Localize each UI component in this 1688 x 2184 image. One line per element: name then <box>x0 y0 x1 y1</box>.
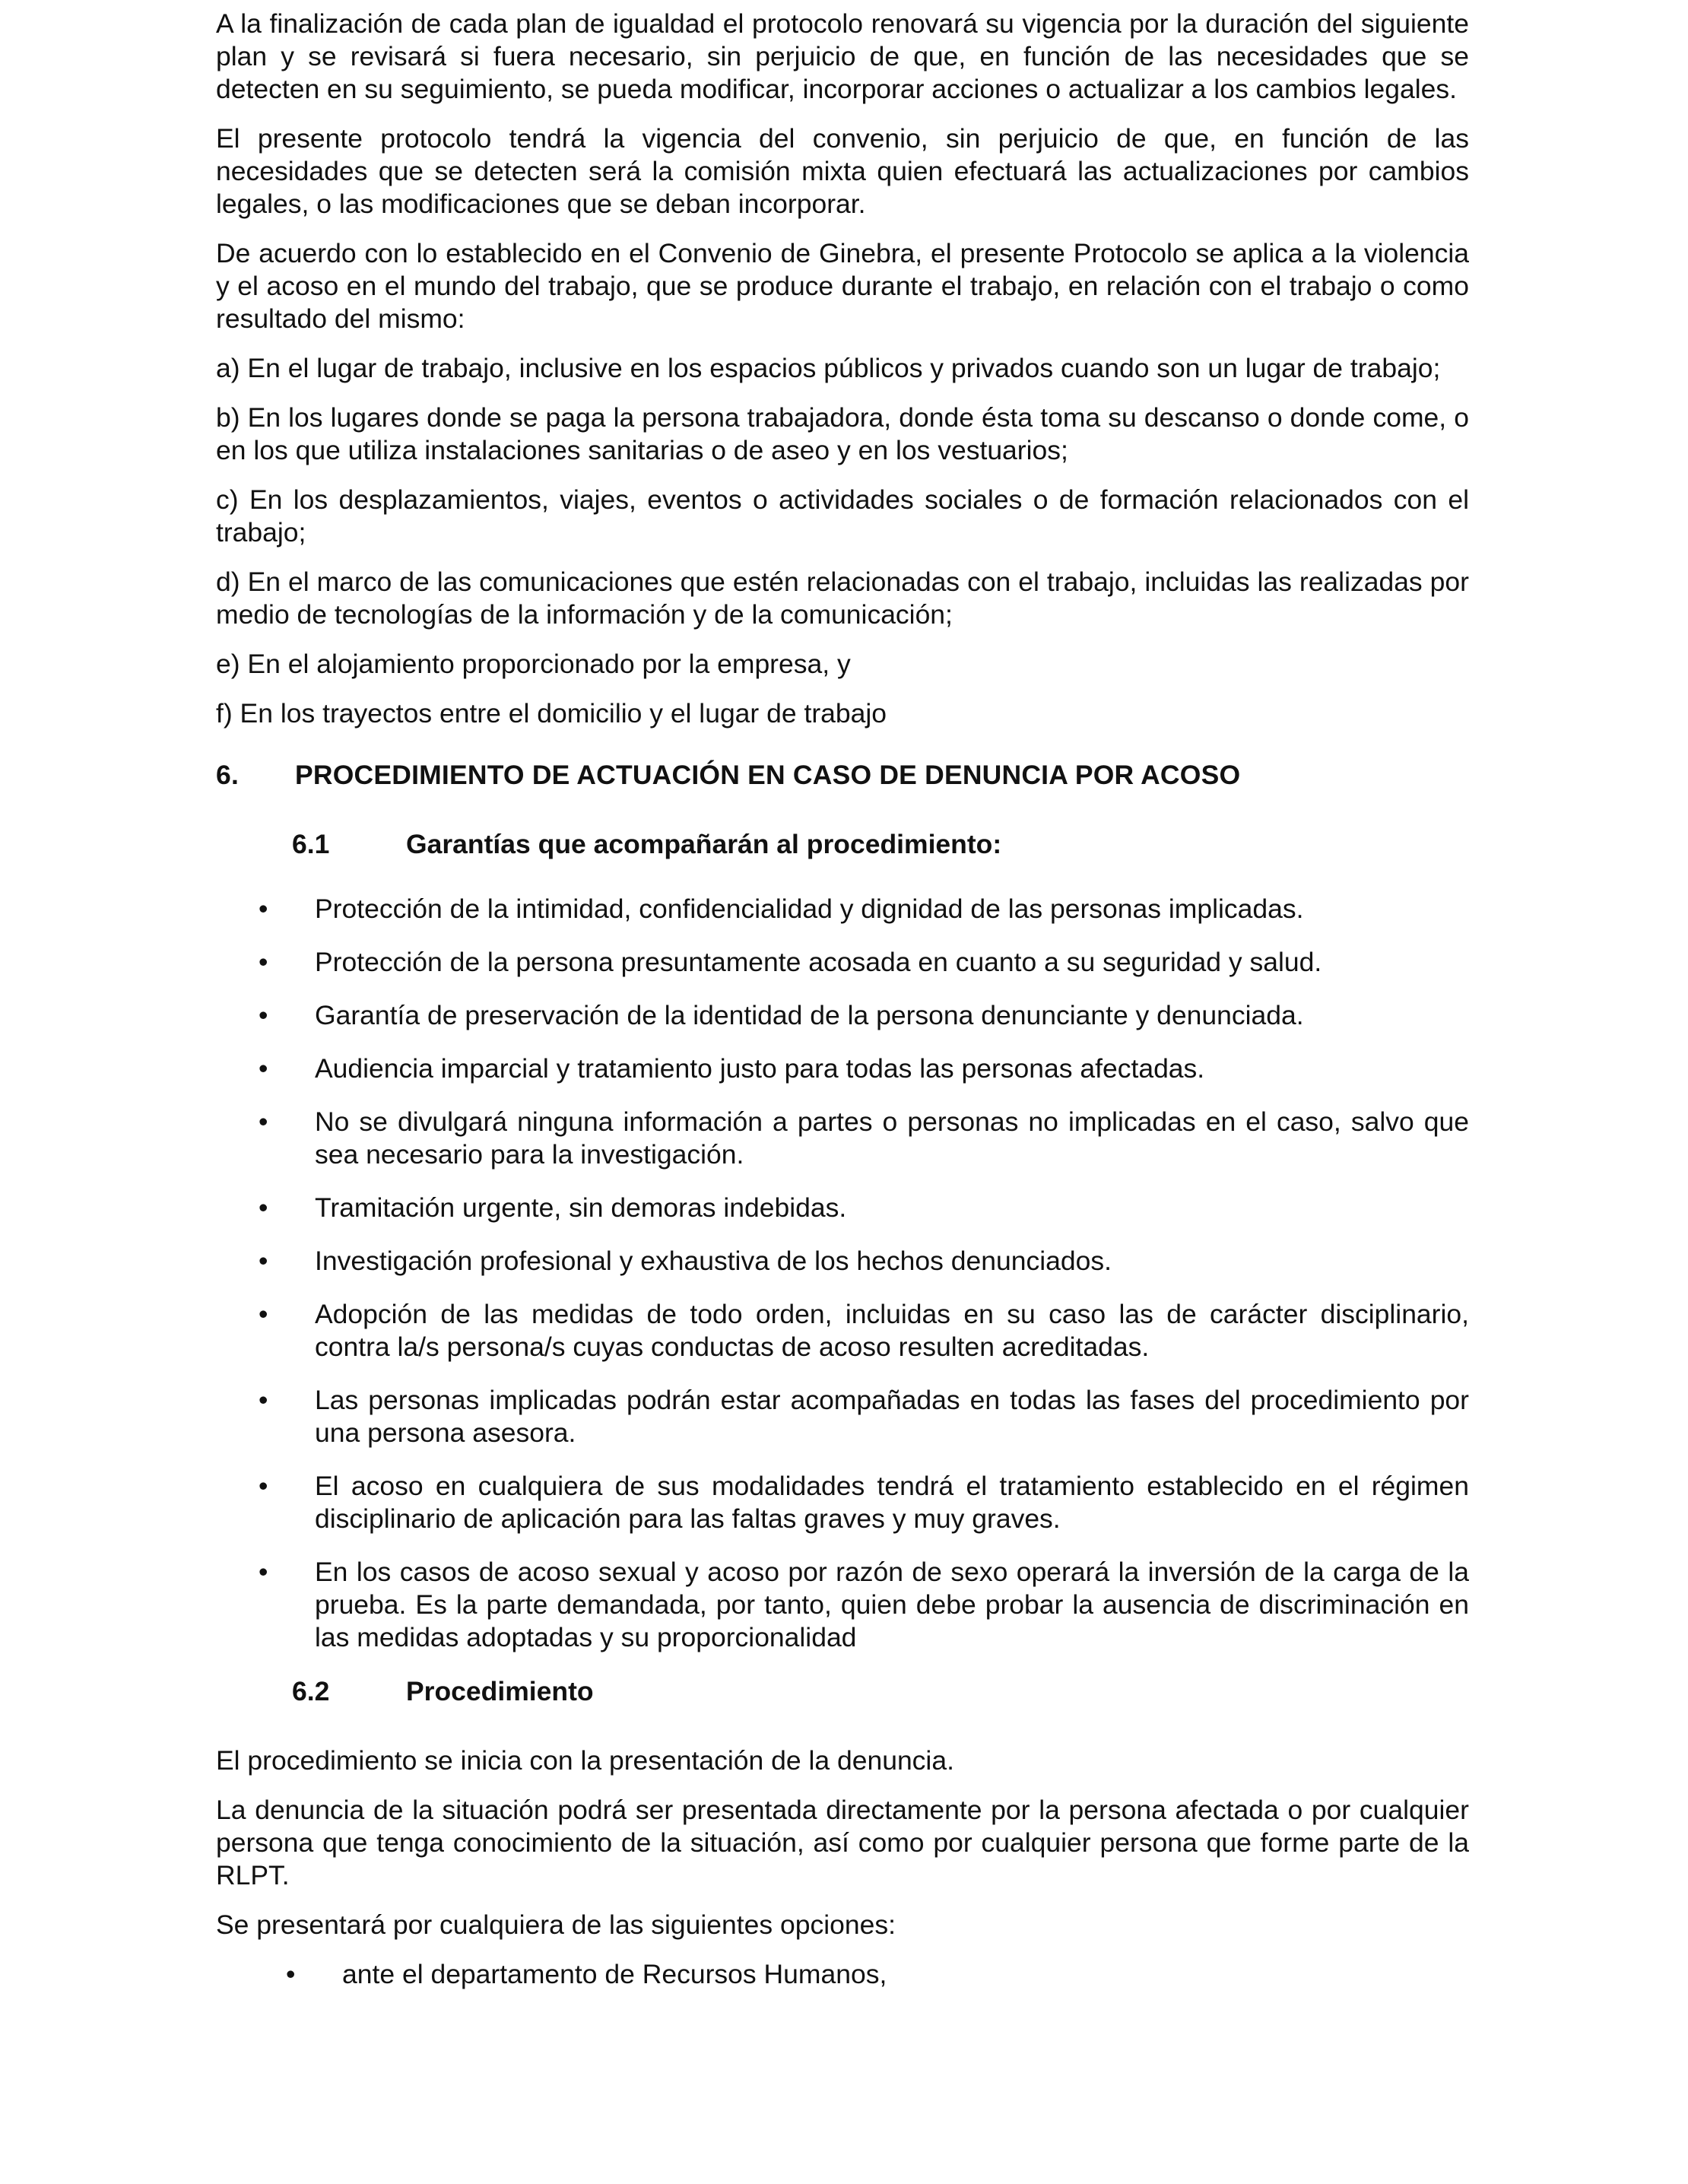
list-item-text: Tramitación urgente, sin demoras indebidas. <box>315 1192 847 1223</box>
list-item <box>216 946 1469 979</box>
list-item <box>216 1958 1469 1991</box>
bullet-icon: • <box>259 894 268 924</box>
procedure-paragraph: El procedimiento se inicia con la presentación de la denuncia. <box>216 1745 954 1776</box>
list-item-text: Las personas implicadas podrán estar acompañadas en todas las fases del procedimiento por una persona asesora. <box>315 1385 1469 1448</box>
bullet-icon: • <box>259 947 268 977</box>
list-item <box>216 1470 1469 1535</box>
bullet-icon: • <box>259 1053 268 1084</box>
section-number: 6. <box>216 760 240 790</box>
bullet-icon: • <box>259 1000 268 1030</box>
guarantees-list <box>216 893 1469 1654</box>
bullet-icon: • <box>286 1959 296 1989</box>
list-item-text: El acoso en cualquiera de sus modalidades tendrá el tratamiento establecido en el régimen disciplinario de aplicación para las faltas graves y muy graves. <box>315 1471 1469 1534</box>
list-item-text: Audiencia imparcial y tratamiento justo para todas las personas afectadas. <box>315 1053 1205 1084</box>
section-6-1-heading <box>292 828 1469 861</box>
list-item-text: Investigación profesional y exhaustiva de los hechos denunciados. <box>315 1246 1112 1276</box>
list-item <box>216 1384 1469 1449</box>
list-item <box>216 1245 1469 1278</box>
bullet-icon: • <box>259 1299 268 1329</box>
section-6-2-heading <box>292 1675 1469 1708</box>
list-item <box>216 893 1469 925</box>
scope-item-a: a) En el lugar de trabajo, inclusive en los espacios públicos y privados cuando son un lugar de trabajo; <box>216 353 1441 383</box>
subsection-number: 6.2 <box>292 1676 330 1706</box>
list-item-text: En los casos de acoso sexual y acoso por razón de sexo operará la inversión de la carga de la prueba. Es la parte demandada, por tanto, quien debe probar la ausencia de discriminación en las medidas adoptadas y su proporcionalidad <box>315 1557 1469 1652</box>
scope-item-e: e) En el alojamiento proporcionado por la empresa, y <box>216 649 851 679</box>
list-item <box>216 1556 1469 1654</box>
scope-item-f: f) En los trayectos entre el domicilio y el lugar de trabajo <box>216 698 887 729</box>
section-6-heading <box>216 759 1469 792</box>
list-item <box>216 1298 1469 1363</box>
list-item-text: Adopción de las medidas de todo orden, incluidas en su caso las de carácter disciplinario, contra la/s persona/s cuyas conductas de acoso resulten acreditadas. <box>315 1299 1469 1362</box>
procedure-paragraph: La denuncia de la situación podrá ser presentada directamente por la persona afectada o por cualquier persona que tenga conocimiento de la situación, así como por cualquier persona que forme parte de la RLPT. <box>216 1795 1469 1890</box>
list-item-text: Protección de la intimidad, confidencialidad y dignidad de las personas implicadas. <box>315 894 1304 924</box>
scope-item-c: c) En los desplazamientos, viajes, eventos o actividades sociales o de formación relacionados con el trabajo; <box>216 484 1469 548</box>
intro-paragraph: A la finalización de cada plan de igualdad el protocolo renovará su vigencia por la duración del siguiente plan y se revisará si fuera necesario, sin perjuicio de que, en función de las necesidades que se detecten en su seguimiento, se pueda modificar, incorporar acciones o actualizar a los cambios legales. <box>216 8 1469 104</box>
bullet-icon: • <box>259 1106 268 1137</box>
scope-item-d: d) En el marco de las comunicaciones que estén relacionadas con el trabajo, incluidas las realizadas por medio de tecnologías de la información y de la comunicación; <box>216 567 1469 630</box>
list-item <box>216 999 1469 1032</box>
bullet-icon: • <box>259 1385 268 1415</box>
subsection-number: 6.1 <box>292 829 330 859</box>
bullet-icon: • <box>259 1557 268 1587</box>
submission-options-list <box>216 1958 1469 1991</box>
scope-item-b: b) En los lugares donde se paga la persona trabajadora, donde ésta toma su descanso o donde come, o en los que utiliza instalaciones sanitarias o de aseo y en los vestuarios; <box>216 402 1469 465</box>
intro-paragraph: De acuerdo con lo establecido en el Convenio de Ginebra, el presente Protocolo se aplica a la violencia y el acoso en el mundo del trabajo, que se produce durante el trabajo, en relación con el trabajo o como resultado del mismo: <box>216 238 1469 334</box>
bullet-icon: • <box>259 1471 268 1501</box>
subsection-title: Garantías que acompañarán al procedimiento: <box>406 829 1002 859</box>
list-item-text: ante el departamento de Recursos Humanos, <box>342 1959 887 1989</box>
list-item-text: No se divulgará ninguna información a partes o personas no implicadas en el caso, salvo que sea necesario para la investigación. <box>315 1106 1469 1170</box>
list-item-text: Garantía de preservación de la identidad de la persona denunciante y denunciada. <box>315 1000 1304 1030</box>
list-item <box>216 1192 1469 1224</box>
procedure-paragraph: Se presentará por cualquiera de las siguientes opciones: <box>216 1909 896 1940</box>
document-page <box>216 8 1469 1991</box>
bullet-icon: • <box>259 1192 268 1223</box>
list-item <box>216 1106 1469 1171</box>
list-item <box>216 1052 1469 1085</box>
subsection-title: Procedimiento <box>406 1676 594 1706</box>
list-item-text: Protección de la persona presuntamente acosada en cuanto a su seguridad y salud. <box>315 947 1322 977</box>
intro-paragraph: El presente protocolo tendrá la vigencia del convenio, sin perjuicio de que, en función de las necesidades que se detecten será la comisión mixta quien efectuará las actualizaciones por cambios legales, o las modificaciones que se deban incorporar. <box>216 123 1469 219</box>
bullet-icon: • <box>259 1246 268 1276</box>
section-title: PROCEDIMIENTO DE ACTUACIÓN EN CASO DE DENUNCIA POR ACOSO <box>295 760 1241 790</box>
